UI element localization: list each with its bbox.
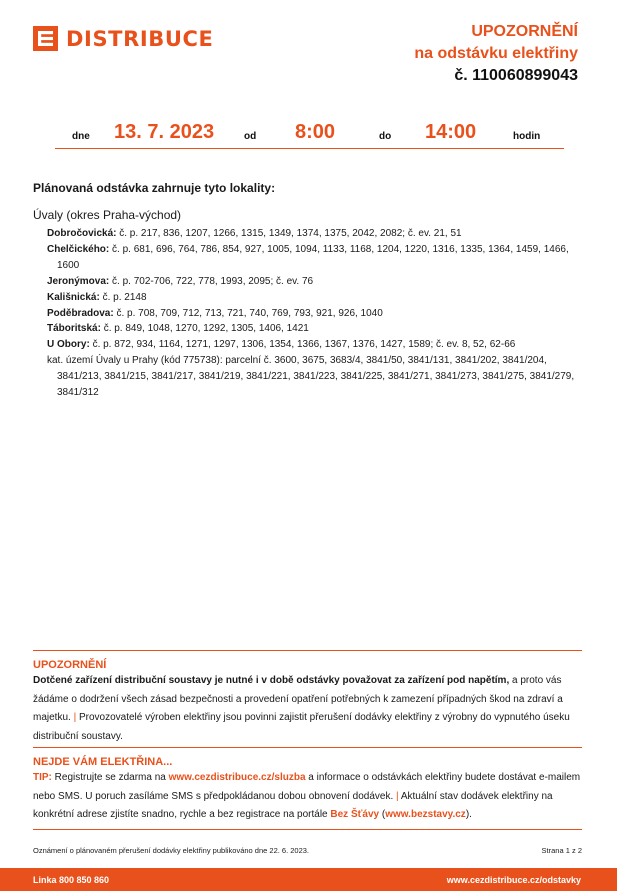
street-item: Táboritská: č. p. 849, 1048, 1270, 1292, 1305, 1406, 1421 — [47, 323, 309, 335]
warning-heading: UPOZORNĚNÍ — [33, 659, 107, 671]
town-name: Úvaly (okres Praha-východ) — [33, 208, 182, 222]
street-item: Dobročovická: č. p. 217, 836, 1207, 1266, 1315, 1349, 1374, 1375, 2042, 2082; č. ev. 21, 51 — [47, 228, 462, 239]
footer-bar — [0, 868, 617, 891]
bezstavy-link[interactable]: www.bezstavy.cz — [385, 809, 466, 821]
document-title — [414, 21, 578, 87]
divider — [33, 747, 582, 748]
tip-heading: NEJDE VÁM ELEKTŘINA... — [33, 756, 173, 768]
bez-stavy-brand: Bez Šťávy — [330, 809, 380, 821]
tip-text: TIP: Registrujte se zdarma na www.cezdistribuce.cz/sluzba a informace o odstávkách elektřiny budete dostávat e-mailem nebo SMS. U poruch zasíláme SMS s předpokládanou dobou obnovení dodávek. | Aktuální stav dodávek elektřiny na konkrétní adrese zjistíte snadno, rychle a bez registrace na portále Bez Šťávy (www.bezstavy.cz). — [33, 772, 581, 821]
hotline-phone: Linka 800 850 860 — [33, 875, 110, 885]
divider — [33, 650, 582, 651]
page-number: Strana 1 z 2 — [541, 846, 582, 855]
street-item: kat. území Úvaly u Prahy (kód 775738): parcelní č. 3600, 3675, 3683/4, 3841/50, 3841/131, 3841/202, 3841/204, 3841/213, 3841/215, 3841/217, 3841/219, 3841/221, 3841/223, 3841/225, 3841/271, 3841/273, 3841/275, 3841/279, 3841/312 — [47, 355, 575, 399]
outage-date-row — [55, 118, 564, 149]
from-time: 8:00 — [295, 121, 336, 143]
to-label: do — [379, 131, 392, 142]
footer-link[interactable]: www.cezdistribuce.cz/odstavky — [446, 875, 581, 885]
logo — [33, 26, 214, 51]
registration-link[interactable]: www.cezdistribuce.cz/sluzba — [168, 772, 306, 783]
street-item: Poděbradova: č. p. 708, 709, 712, 713, 721, 740, 769, 793, 921, 926, 1040 — [47, 307, 383, 319]
notice-number: č. 110060899043 — [454, 67, 578, 84]
publication-notice: Oznámení o plánovaném přerušení dodávky elektřiny publikováno dne 22. 6. 2023. — [33, 846, 310, 855]
street-item: Kališnická: č. p. 2148 — [47, 291, 147, 303]
street-item: U Obory: č. p. 872, 934, 1164, 1271, 1297, 1306, 1354, 1366, 1367, 1376, 1427, 1589; č. ev. 8, 52, 62-66 — [47, 339, 516, 351]
hours-label: hodin — [513, 131, 541, 142]
cez-logo-icon — [33, 26, 58, 51]
street-item: Chelčického: č. p. 681, 696, 764, 786, 854, 927, 1005, 1094, 1133, 1168, 1204, 1220, 1316, 1335, 1364, 1459, 1466, 1600 — [47, 243, 569, 271]
title-line-2: na odstávku elektřiny — [414, 45, 578, 62]
outage-date: 13. 7. 2023 — [114, 121, 215, 143]
title-line-1: UPOZORNĚNÍ — [471, 23, 578, 40]
from-label: od — [244, 131, 257, 142]
street-item: Jeronýmova: č. p. 702-706, 722, 778, 1993, 2095; č. ev. 76 — [47, 275, 314, 287]
to-time: 14:00 — [425, 121, 477, 143]
day-label: dne — [72, 131, 90, 142]
warning-text: Dotčené zařízení distribuční soustavy je nutné i v době odstávky považovat za zařízení pod napětím, a proto vás žádáme o dodržení všech zásad bezpečnosti a provedení opatření potřebných k zamezení případných škod na zdraví a majetku. | Provozovatelé výroben elektřiny jsou povinni zajistit přerušení dodávky elektřiny z výrobny do vypnutého úseku distribuční soustavy. — [33, 675, 570, 743]
logo-text: DISTRIBUCE — [66, 26, 214, 51]
locations-intro: Plánovaná odstávka zahrnuje tyto lokality: — [33, 181, 276, 195]
street-list — [47, 226, 587, 401]
divider — [33, 829, 582, 830]
